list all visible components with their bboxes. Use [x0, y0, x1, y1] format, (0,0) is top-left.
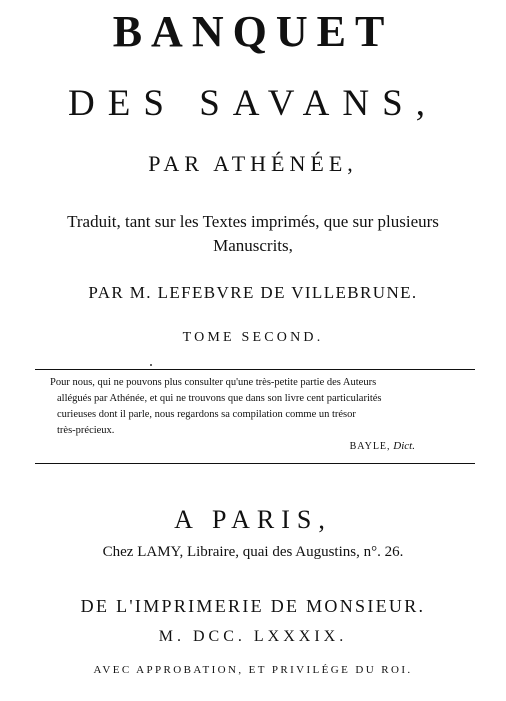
main-title: BANQUET	[112, 7, 394, 56]
main-title-line-2: DES SAVANS,	[68, 83, 438, 124]
imprint-year: M. DCC. LXXXIX.	[158, 628, 348, 645]
subtitle-line-1: Traduit, tant sur les Textes imprimés, que sur plusieurs	[67, 212, 439, 231]
imprint-printer: DE L'IMPRIMERIE DE MONSIEUR.	[80, 596, 426, 616]
subtitle-line-2: Manuscrits,	[213, 236, 293, 255]
epigraph-line: très-précieux.	[57, 425, 115, 436]
epigraph-source-name: BAYLE,	[349, 441, 391, 452]
imprint-city: A PARIS,	[174, 505, 332, 534]
imprint-privilege: AVEC APPROBATION, ET PRIVILÉGE DU ROI.	[93, 664, 413, 676]
main-title-line-3: PAR ATHÉNÉE,	[148, 151, 358, 176]
epigraph-line: allégués par Athénée, et qui ne trouvons que dans son livre cent particularités	[57, 393, 382, 404]
epigraph-box	[35, 369, 475, 464]
author-line: PAR M. LEFEBVRE DE VILLEBRUNE.	[88, 283, 418, 302]
epigraph-source	[350, 440, 415, 452]
ink-speck	[150, 364, 152, 366]
epigraph-source-work: Dict.	[393, 440, 415, 452]
epigraph-line: curieuses dont il parle, nous regardons sa compilation comme un trésor	[57, 409, 356, 420]
imprint-publisher: Chez LAMY, Libraire, quai des Augustins, n°. 26.	[102, 544, 404, 560]
epigraph-text	[50, 375, 467, 439]
volume-label: TOME SECOND.	[182, 330, 324, 345]
epigraph-line: Pour nous, qui ne pouvons plus consulter qu'une très-petite partie des Auteurs	[50, 377, 377, 388]
